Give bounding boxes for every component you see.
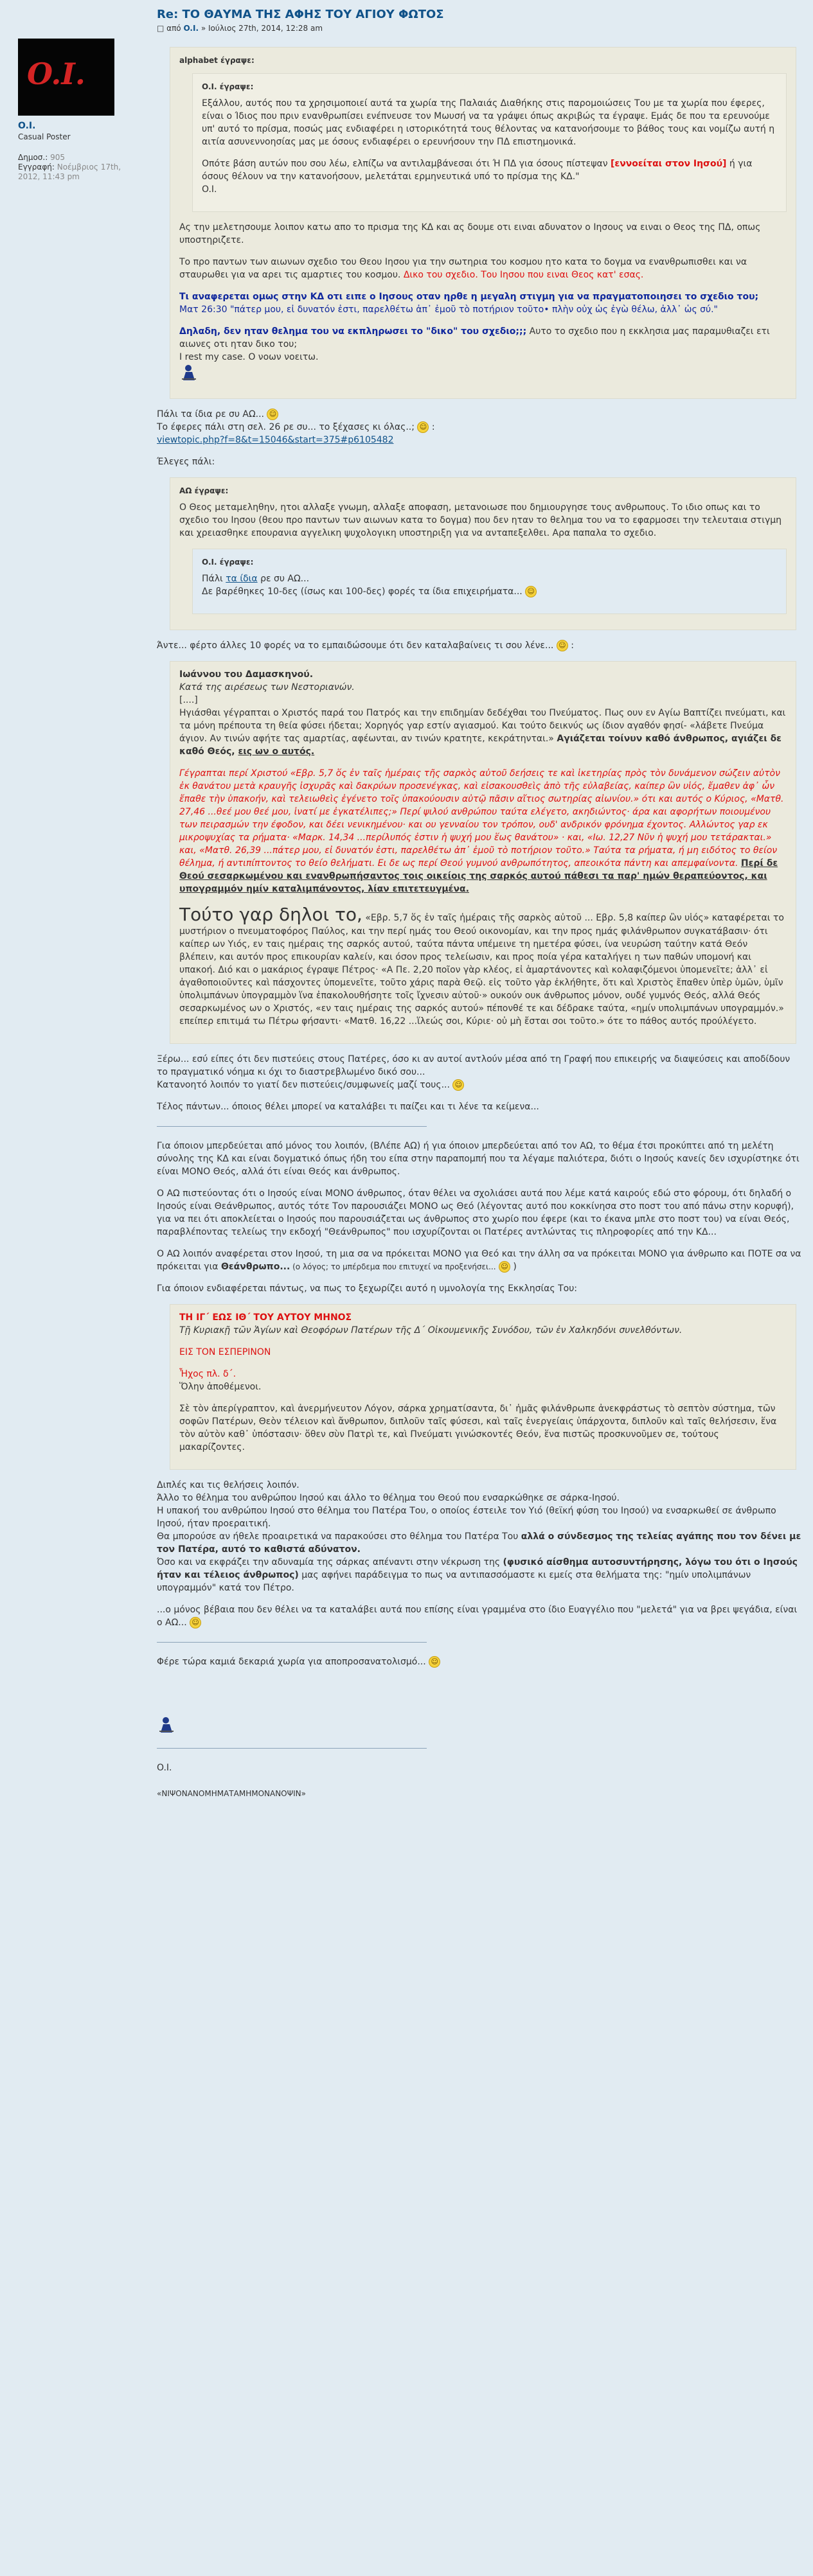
body-paragraph-1: Για όποιον μπερδεύεται από μόνος του λοιπόν, (ΒΛέπε ΑΩ) ή για όποιον μπερδεύεται από τον ΑΩ, το θέμα έτσι προκύπτει από τη μελέτη σύνολης της ΚΔ και είναι δογματικό όπως ήδη του είπα στην παραπομπή που τα λέγαμε παλιότερα, διότι ο Ιησούς κανείς δεν ισχυρίστηκε ότι είναι ΜΟΝΟ Θεός, αλλά ότι είναι Θεός και άνθρωπος.: [157, 1141, 800, 1177]
text: ρε συ ΑΩ...: [257, 574, 310, 584]
bold-text: (φυσικό αίσθημα αυτοσυντήρησης, λόγω του ότι ο Ιησούς ήταν και τέλειος άνθρωπος): [157, 1557, 798, 1580]
blue-text: Ματ 26:30 "πάτερ μου, εἰ δυνατόν ἐστι, παρελθέτω ἀπ᾿ ἐμοῦ τὸ ποτήριον τοῦτο• πλὴν οὐχ ὡς ἐγὼ θέλω, ἀλλ᾿ ὡς σύ.": [179, 304, 718, 315]
hymn-title: ΤΗ ΙΓ΄ ΕΩΣ ΙΘ΄ ΤΟΥ ΑΥΤΟΥ ΜΗΝΟΣ: [179, 1312, 352, 1323]
tone: Ἦχος πλ. δ΄.: [179, 1369, 237, 1379]
post-body: [157, 8, 803, 1809]
text: Ὅλην ἀποθέμενοι.: [179, 1382, 262, 1392]
quote-header: [179, 668, 787, 758]
text: «Εβρ. 5,7 ὅς ἐν ταῖς ἡμέραις τῆς σαρκὸς αὐτοῦ ... Εβρ. 5,8 καίπερ ὢν υἱός» καταφέρεται το μυστήριον ο πνευματοφόρος Παύλος, και την περί ημάς του Θεού οικονομίαν, και την προς ημάς φιλάνθρωπον συγκατάβασιν· ότι καίπερ ων Υιός, εν ταις ημέραις της σαρκός αυτού, ταύτα πάντα υπέμεινε τη ημετέρα φύσει, ίνα νευρώση ταύτην κατά Θεόν βλέπειν, και αυτόν προς επικουρίαν καλείν, και όσον προς τελείωσιν, και προς ποία γέρα καταλήγει η των παθών υπομονή και υπακοή. Διό και ο μακάριος έγραψε Πέτρος· «Α Πε. 2,20 ποῖον γὰρ κλέος, εἰ ἁμαρτάνοντες καὶ κολαφιζόμενοι ὑπομενεῖτε; ἀλλ᾿ εἰ ἀγαθοποιοῦντες καὶ πάσχοντες ὑπομενεῖτε, τοῦτο χάρις παρὰ Θεῷ. εἰς τοῦτο γὰρ ἐκλήθητε, ὅτι καὶ Χριστὸς ἔπαθεν ὑπὲρ ὑμῶν, ὑμῖν ὑπολιμπάνων ὑπογραμμὸν ἵνα ἐπακολουθήσητε τοῖς ἴχνεσιν αὐτοῦ·» ουκούν ουκ άνθρωπος μόνον, ουδέ γυμνός Θεός, αλλά Θεός σεσαρκωμένος ων ο Χριστός, «εν ταις ημέραις της σαρκός αυτού» πέπονθέ τε και δέδρακε ταύτα, «ημίν υπολιμπάνων υπογραμμόν.» επείπερ επιτιμά τω Πέτρω φήσαντι· «Ματθ. 16,22 ...ἵλεώς σοι, Κύριε· οὐ μὴ ἔσται σοι τοῦτο.» ότε το πάθος αυτός προύλέγετο.: [179, 913, 784, 1027]
nested-quote-text-2: [202, 157, 777, 196]
text: Κατανοητό λοιπόν το γιατί δεν πιστεύεις/συμφωνείς μαζί τους...: [157, 1080, 450, 1090]
underlined-text: εις ων ο αυτός.: [238, 746, 315, 757]
nested-quote-text: Εξάλλου, αυτός που τα χρησιμοποιεί αυτά τα χωρία της Παλαιάς Διαθήκης στις παρομοιώσεις Του με τα χωρία που έφερες, είναι ο Ίδιος που πριν ενανθρωπίσει ενέπνευσε τον Μωυσή να τα γράψει όπως ακριβώς τα έγραψε. Εμάς δε που τα ερευνούμε υπ' αυτό το πρίσμα, ποσώς μας ενδιαφέρει η ιστορικότητά τους θέλοντας να κατανοήσουμε το βάθος τους και νομίζω αυτή η αιτία ασυνεννοησίας μας με όσους ενδιαφέρει ο ερευνήσουν την ΠΔ επιστημονικά.: [202, 98, 775, 147]
post-title[interactable]: Re: ΤΟ ΘΑΥΜΑ ΤΗΣ ΑΦΗΣ ΤΟΥ ΑΓΙΟΥ ΦΩΤΟΣ: [157, 8, 444, 21]
body-paragraph-7: [157, 1655, 803, 1668]
text: ...ο μόνος βέβαια που δεν θέλει να τα καταλάβει αυτά που επίσης είναι γραμμένα στο ίδιο Ευαγγέλιο που "μελετά" για να βρει ψεγάδια, είναι ο ΑΩ...: [157, 1605, 798, 1628]
text: Ηγιάσθαι γέγραπται ο Χριστός παρά του Πατρός και την επιδημίαν δεδέχθαι του Πνεύματος. Πως ουν εν Αγίω Βαπτίζει πνεύματι, και τα μόνη πρέπουτα τη θεία φύσει ήδεται; Χορηγός γαρ εστίν αγιασμού. Και τούτο δεικνύς ως ίδιον αγαθόν φησί- «λάβετε Πνεύμα άγιον. Αν τινών αφήτε τας αμαρτίας, αφέωνται, αν τινών κρατητε, κεκράτηνται.»: [179, 708, 786, 744]
avatar[interactable]: [18, 39, 114, 116]
signature: [157, 1761, 803, 1800]
text: Πάλι: [202, 574, 226, 584]
body-paragraph-3: Ο ΑΩ λοιπόν αναφέρεται στον Ιησού, τη μια σα να πρόκειται ΜΟΝΟ για Θεό και την άλλη σα να πρόκειται ΜΟΝΟ για άνθρωπο και ΠΟΤΕ σα να πρόκειται για Θεάνθρωπο... (ο λόγος; το μπέρδεμα που επιτυχεί να προξενήσει... ☺ ): [157, 1249, 801, 1272]
author-name[interactable]: O.I.: [183, 24, 199, 33]
quote-title: Ιωάννου του Δαμασκηνού.: [179, 669, 314, 680]
quote-paragraph: [179, 767, 787, 895]
quote-hymn: [170, 1304, 796, 1470]
text: Δε βαρέθηκες 10-δες (ίσως και 100-δες) φορές τα ίδια επιχειρήματα...: [202, 587, 523, 597]
post-author-line: [157, 24, 803, 33]
body-paragraph-6: [157, 1603, 803, 1629]
quote-subtitle: Κατά της αιρέσεως των Νεστοριανών.: [179, 682, 355, 693]
smile-icon: ☺: [429, 1656, 440, 1668]
text: Άντε... φέρτο άλλες 10 φορές να το εμπαιδώσουμε ότι δεν καταλαβαίνεις τι σου λένε...: [157, 640, 554, 651]
body-paragraph-4: Για όποιον ενδιαφέρεται πάντως, να πως το ξεχωρίζει αυτό η υμνολογία της Εκκλησίας Του:: [157, 1284, 578, 1294]
reply-text-1: Πάλι τα ίδια ρε συ ΑΩ... ☺ Το έφερες πάλι στη σελ. 26 ρε συ... το ξέχασες κι όλας..; ☺ : viewtopic.php?f=8&t=15046&start=375#p6105482: [157, 409, 435, 445]
quote2-intro: Έλεγες πάλι:: [157, 457, 215, 467]
quote-damaskinos: [170, 661, 796, 1044]
nested-quote-cite: O.I. έγραψε:: [202, 558, 254, 567]
smile-icon: ☺: [190, 1617, 201, 1628]
text: μας αφήνει παράδειγμα το πως να αντιπασσόμαστε κι εμείς στα θελήματα της: "ημίν υπολιμπάνων υπογραμμόν" κατά τον Πέτρο.: [157, 1570, 751, 1593]
posts-label: Δημοσ.:: [18, 153, 48, 162]
joined-value: Νοέμβριος 17th, 2012, 11:43 pm: [18, 163, 121, 181]
signature-figure-icon: [157, 1716, 176, 1735]
profile-rank: Casual Poster: [18, 132, 71, 141]
hymn-section: ΕΙΣ ΤΟΝ ΕΣΠΕΡΙΝΟΝ: [179, 1347, 271, 1357]
divider: [157, 1642, 427, 1643]
smile-icon: ☺: [557, 640, 568, 651]
text: Ο ΑΩ λοιπόν αναφέρεται στον Ιησού, τη μια σα να πρόκειται ΜΟΝΟ για Θεό και την άλλη σα να πρόκειται ΜΟΝΟ για άνθρωπο και ΠΟΤΕ σα να πρόκειται για: [157, 1249, 801, 1272]
post-date: » Ιούλιος 27th, 2014, 12:28 am: [201, 24, 323, 33]
quote-text-4: [179, 325, 787, 383]
text: I rest my case. Ο νοων νοειτω.: [179, 352, 319, 362]
nested-quote: [192, 73, 787, 212]
spacer: [157, 1677, 803, 1716]
quote-text: Ας την μελετησουμε λοιπον κατω απο το πρισμα της ΚΔ και ας δουμε οτι ειναι αδυνατον ο Ιησους να ειναι ο Θεος της ΠΔ, οπως υποστηριζετε.: [179, 222, 761, 245]
joined-label: Εγγραφή:: [18, 163, 55, 172]
signature-name: O.I.: [157, 1763, 172, 1773]
ellipsis: [....]: [179, 695, 198, 705]
quote-cite: alphabet έγραψε:: [179, 56, 255, 65]
quote-text-2: [179, 256, 787, 281]
smile-icon: ☺: [267, 409, 278, 420]
bold-text: αλλά ο σύνδεσμος της τελείας αγάπης που τον δένει με τον Πατέρα, αυτό το καθιστά αδύνατον.: [157, 1531, 801, 1555]
post-icon: □: [157, 24, 165, 33]
divider: [157, 1126, 427, 1127]
body-paragraph-5: [157, 1479, 803, 1594]
quote-text-3: [179, 290, 787, 316]
text: Το έφερες πάλι στη σελ. 26 ρε συ... το ξέχασες κι όλας..;: [157, 422, 415, 432]
profile-meta: [18, 153, 140, 182]
text: Το προ παντων των αιωνων σχεδιο του Θεου Ιησου για την σωτηρια του κοσμου ητο κατα το δογμα να ενανθρωπισθει και να σταυρωθει για να αρει τις αμαρτιες του κοσμου.: [179, 257, 747, 280]
smile-icon: ☺: [499, 1261, 510, 1273]
posts-value: 905: [50, 153, 65, 162]
text: Αυτο το σχεδιο που η εκκλησια μας παραμυθιαζει ετι αιωνες οτι ηταν δικο του;: [179, 326, 770, 349]
quote-paragraph-2: [179, 904, 787, 1028]
hymn-header: [179, 1311, 787, 1337]
quote-aw: [170, 477, 796, 630]
signature-figure-icon: [179, 364, 199, 383]
text: Η υπακοή του ανθρώπου Ιησού στο θέλημα του Πατέρα Του, ο οποίος έστειλε τον Υιό (θεϊκή φύση του Ιησού) να ενσαρκωθεί σε άνθρωπο Ιησού, ήταν προεραιτική.: [157, 1506, 776, 1529]
reply-text-2: Άντε... φέρτο άλλες 10 φορές να το εμπαιδώσουμε ότι δεν καταλαβαίνεις τι σου λένε... ☺ :: [157, 640, 574, 651]
quote-cite: ΑΩ έγραψε:: [179, 486, 229, 495]
avatar-logo: O.I.: [27, 57, 85, 91]
underlined-text: Περί δε Θεού σεσαρκωμένου και ενανθρωπήσαντος τοις οικείοις της σαρκός αυτού πάθεσι τα παρ' ημών θεραπεύοντος, και υπογραμμόν ημίν καταλιμπάνοντος, λίαν επιτετευγμένα.: [179, 858, 778, 894]
profile-username[interactable]: O.I.: [18, 121, 36, 131]
reply-text-3: [157, 1053, 803, 1091]
signature: O.I.: [202, 184, 217, 195]
author-profile: [18, 39, 140, 182]
viewtopic-link[interactable]: viewtopic.php?f=8&t=15046&start=375#p6105482: [157, 435, 394, 445]
hymn-text: Σὲ τὸν ἀπερίγραπτον, καὶ ἀνερμήνευτον Λόγον, σάρκα χρηματίσαντα, δι᾿ ἡμᾶς φιλάνθρωπε ἀνεκφράστως τὸ σεπτὸν σύστημα, τῶν σοφῶν Πατέρων, Θεὸν τέλειον καὶ ἄνθρωπον, διπλοῦν ταῖς φύσεσι, καὶ ταῖς ἐνεργείαις ὑπάρχοντα, διπλοῦν καὶ ταῖς θελήσεσιν, ἕνα τὸν αὐτὸν καθ᾿ ὑπόστασιν· ὅθεν σὺν Πατρὶ τε, καὶ Πνεύματι γινώσκοντές Θεόν, ἕνα πιστῶς προσκυνοῦμεν σε, τούτους μακαρίζοντες.: [179, 1404, 777, 1452]
red-text: Δικο του σχεδιο. Του Ιησου που ειναι Θεος κατ' εσας.: [403, 270, 644, 280]
nested-quote: [192, 549, 787, 614]
text: Ξέρω... εσύ είπες ότι δεν πιστεύεις στους Πατέρες, όσο κι αν αυτοί αντλούν μέσα από τη Γραφή που επικειρής να διαψεύσεις και αποδίδουν το πραγματικό νόημα κι όχι το διαστρεβλωμένο δικό σου...: [157, 1054, 791, 1077]
text: Άλλο το θέλημα του ανθρώπου Ιησού και άλλο το θέλημα του Θεού που ενσαρκώθηκε σε σάρκα-Ιησού.: [157, 1493, 620, 1503]
small-text: (ο λόγος; το μπέρδεμα που επιτυχεί να προξενήσει...: [290, 1262, 496, 1271]
text: Πάλι τα ίδια ρε συ ΑΩ...: [157, 409, 265, 419]
smile-icon: ☺: [525, 586, 537, 597]
nested-quote-text: [202, 572, 777, 598]
bold-text: Θεάνθρωπο...: [220, 1262, 290, 1272]
red-text: [εννοείται στον Ιησού]: [611, 159, 727, 169]
inline-link[interactable]: τα ίδια: [226, 574, 258, 584]
smile-icon: ☺: [417, 421, 429, 433]
text: Γέγραπται περί Χριστού «Εβρ. 5,7 ὅς ἐν ταῖς ἡμέραις τῆς σαρκὸς αὐτοῦ δεήσεις τε καὶ ἱκετηρίας πρὸς τὸν δυνάμενον σώζειν αὐτὸν ἐκ θανάτου μετὰ κραυγῆς ἰσχυρᾶς καὶ δακρύων προσενέγκας, καὶ εἰσακουσθεὶς ἀπὸ τῆς εὐλαβείας, καίπερ ὢν υἱός, ἔμαθεν ἀφ᾿ ὧν ἔπαθε τὴν ὑπακοήν, καὶ τελειωθεὶς ἐγένετο τοῖς ὑπακούουσιν αὐτῷ πᾶσιν αἴτιος σωτηρίας αἰωνίου.» ότι και αυτός ο Κύριος, «Ματθ. 27,46 ...θεέ μου θεέ μου, ἱνατί με ἐγκατέλιπες;» Περί ψιλού ανθρώπου ταύτα ελέγετο, ακηδιώντος· άρα και αφορήτων ποιουμένου των πειρασμών την έφοδον, και δέει νενικημένου· και ου γενναίου τον τρόπον, ουδ' ανδρικόν φρόνημα έχοντος. Αλλώντος γαρ εκ μικροψυχίας τα ρήματα· «Μαρκ. 14,34 ...περίλυπός ἐστιν ἡ ψυχή μου ἕως θανάτου» · και, «Ιω. 12,27 Νῦν ἡ ψυχή μου τετάρακται.» και, «Ματθ. 26,39 ...πάτερ μου, εἰ δυνατόν ἐστι, παρελθέτω ἀπ᾿ ἐμοῦ τὸ ποτήριον τοῦτο.» Ταύτα τα ρήματα, ή μη ειδότος το θείον θέλημα, ή αντιπίπτοντος το θείο θελήματι. Ει δε ως περί Θεού γυμνού ανθρωπότητος, απεοικότα πάντη και απεμφαίνοντα.: [179, 768, 784, 869]
text: Φέρε τώρα καμιά δεκαριά χωρία για αποπροσανατολισμό...: [157, 1657, 426, 1667]
text: Όσο και να εκφράζει την αδυναμία της σάρκας απέναντι στην νέκρωση της: [157, 1557, 503, 1567]
text: Οπότε βάση αυτών που σου λέω, ελπίζω να αντιλαμβάνεσαι ότι Ή ΠΔ για όσους πίστεψαν: [202, 159, 611, 169]
hymn-tone: [179, 1368, 787, 1393]
hymn-subtitle: Τῇ Κυριακῇ τῶν Ἁγίων καὶ Θεοφόρων Πατέρων τῆς Δ΄ Οἰκουμενικῆς Συνόδου, τῶν ἐν Χαλκηδόνι συνελθόντων.: [179, 1325, 683, 1336]
body-paragraph-2: Ο ΑΩ πιστεύοντας ότι ο Ιησούς είναι ΜΟΝΟ άνθρωπος, όταν θέλει να σχολιάσει αυτά που λέμε κατά καιρούς εδώ στο φόρουμ, ότι δηλαδή ο Ιησούς είναι Θεάνθρωπος, αυτός τότε Τον παρουσιάζει ΜΟΝΟ ως Θεό (λέγοντας αυτό που κοκκίνησα στο ποστ του από πάνω στην κορυφή), για να πει ότι αποκλείεται ο Ιησούς που παρουσιάζεται ως άνθρωπος στο χωρίο που έφερε (και το έκανα μπλε στο ποστ του) να είναι Θεός, παραβλέποντας τελείως την εκδοχή "Θεάνθρωπος" που ισχυρίζονται οι Πατέρες αντλώντας τις πληροφορίες από την ΚΔ...: [157, 1188, 794, 1237]
signature-motto: «ΝΙΨΟΝΑΝΟΜΗΜΑΤΑΜΗΜΟΝΑΝΟΨΙΝ»: [157, 1789, 306, 1798]
text: Διπλές και τις θελήσεις λοιπόν.: [157, 1480, 299, 1490]
blue-bold-text: Δηλαδη, δεν ηταν θελημα του να εκπληρωσει το "δικο" του σχεδιο;;;: [179, 326, 527, 337]
blue-bold-text: Τι αναφερεται ομως στην ΚΔ οτι ειπε ο Ιησους οταν ηρθε η μεγαλη στιγμη για να πραγματοποιησει το σχεδιο του;: [179, 292, 759, 302]
nested-quote-cite: O.I. έγραψε:: [202, 82, 254, 91]
large-text: Τούτο γαρ δηλοι το,: [179, 904, 362, 925]
reply-text-4: Τέλος πάντων... όποιος θέλει μπορεί να καταλάβει τι παίζει και τι λένε τα κείμενα...: [157, 1102, 539, 1112]
bold-text: Αγιάζεται τοίνυν καθό άνθρωπος, αγιάζει δε καθό Θεός,: [179, 734, 782, 757]
quote-alphabet: [170, 47, 796, 399]
signature-divider: [157, 1748, 427, 1749]
quote-text: Ο Θεος μεταμεληθην, ητοι αλλαξε γνωμη, αλλαξε αποφαση, μετανοιωσε που δημιουργησε τους ανθρωπους. Το ιδιο οπως και το σχεδιο του Ιησου (θεου προ παντων των αιωνων κατα το δογμα) που δεν ηταν το θελημα του να το εφαρμοσει την τελευταια στιγμη και χρειασθηκε επουρανια αγγελικη ψυχολογικη υποστηριξη για να ανταπεξελθει. Αρα παπαλα το σχεδιο.: [179, 502, 782, 538]
text: Θα μπορούσε αν ήθελε προαιρετικά να παρακούσει στο θέλημα του Πατέρα Του: [157, 1531, 521, 1542]
author-prefix: από: [166, 24, 181, 33]
text: ή για όσους θέλουν να την κατανοήσουν, μελετάται ερμηνευτικά υπό το πρίσμα της ΚΔ.": [202, 159, 753, 182]
smile-icon: ☺: [452, 1079, 464, 1091]
post-content: [157, 47, 803, 1800]
